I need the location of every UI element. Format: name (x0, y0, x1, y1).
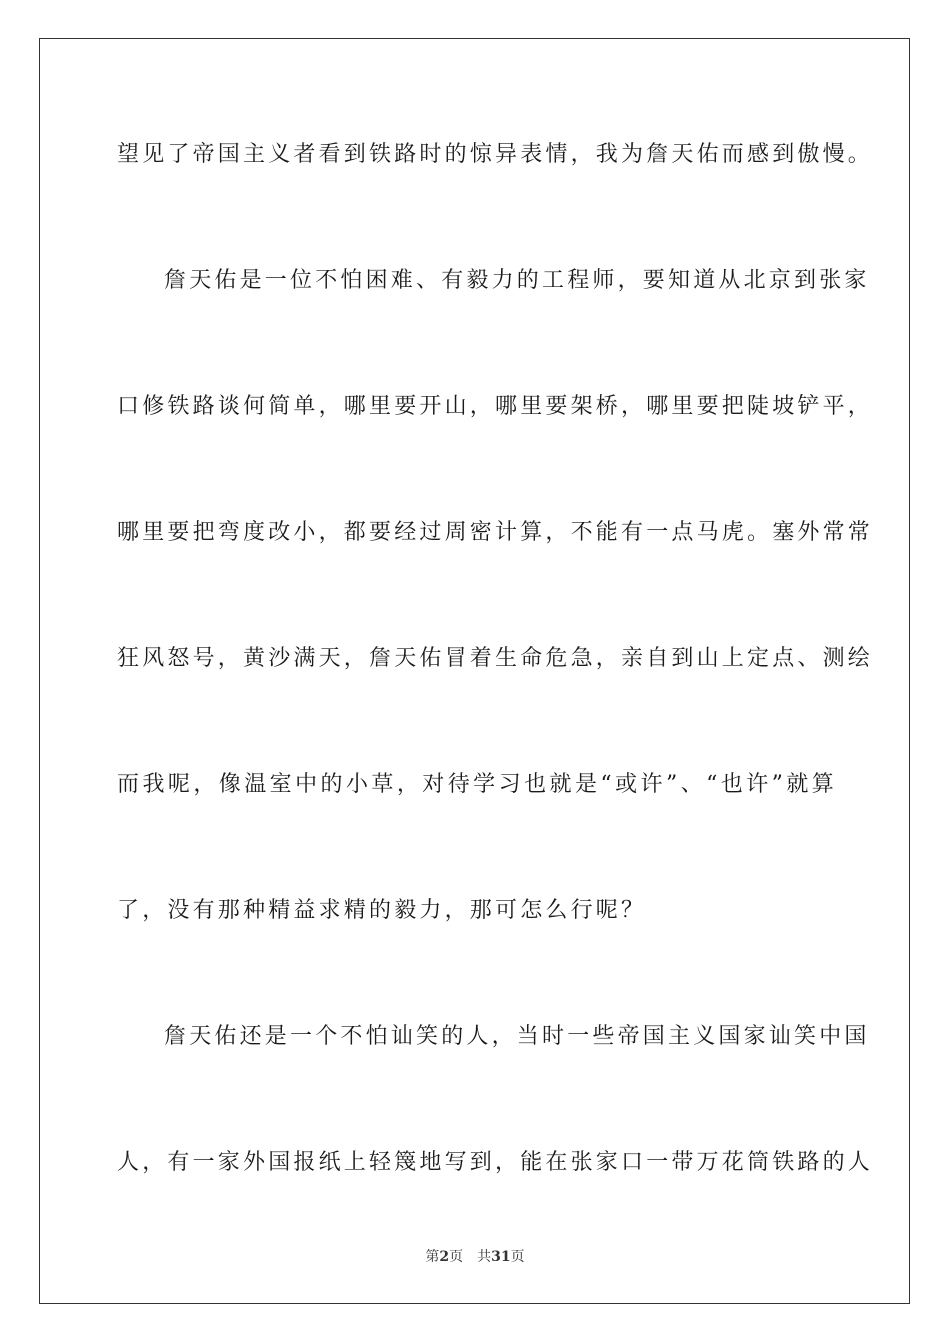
body-text (117, 123, 874, 1257)
page-suffix: 页 (449, 1249, 464, 1265)
text-line: 人，有一家外国报纸上轻篾地写到，能在张家口一带万花筒铁路的人 (117, 1150, 874, 1175)
text-line: 詹天佑是一位不怕困难、有毅力的工程师，要知道从北京到张家 (164, 268, 870, 293)
page-number: 2 (439, 1249, 450, 1265)
page-footer (0, 1246, 950, 1266)
text-line: 而我呢，像温室中的小草，对待学习也就是“或许”、“也许”就算 (117, 772, 837, 797)
text-line: 狂风怒号，黄沙满天，詹天佑冒着生命危急，亲自到山上定点、测绘 (117, 646, 874, 671)
text-line: 了，没有那种精益求精的毅力，那可怎么行呢？ (117, 898, 647, 923)
total-prefix: 共 (477, 1249, 492, 1265)
total-suffix: 页 (510, 1249, 525, 1265)
text-line: 口修铁路谈何简单，哪里要开山，哪里要架桥，哪里要把陡坡铲平， (117, 394, 874, 419)
text-line: 哪里要把弯度改小，都要经过周密计算，不能有一点马虎。塞外常常 (117, 520, 874, 545)
text-line: 詹天佑还是一个不怕讪笑的人，当时一些帝国主义国家讪笑中国 (164, 1024, 870, 1049)
text-line: 望见了帝国主义者看到铁路时的惊异表情，我为詹天佑而感到傲慢。 (117, 142, 874, 167)
page-prefix: 第 (425, 1249, 440, 1265)
total-pages: 31 (491, 1249, 511, 1265)
